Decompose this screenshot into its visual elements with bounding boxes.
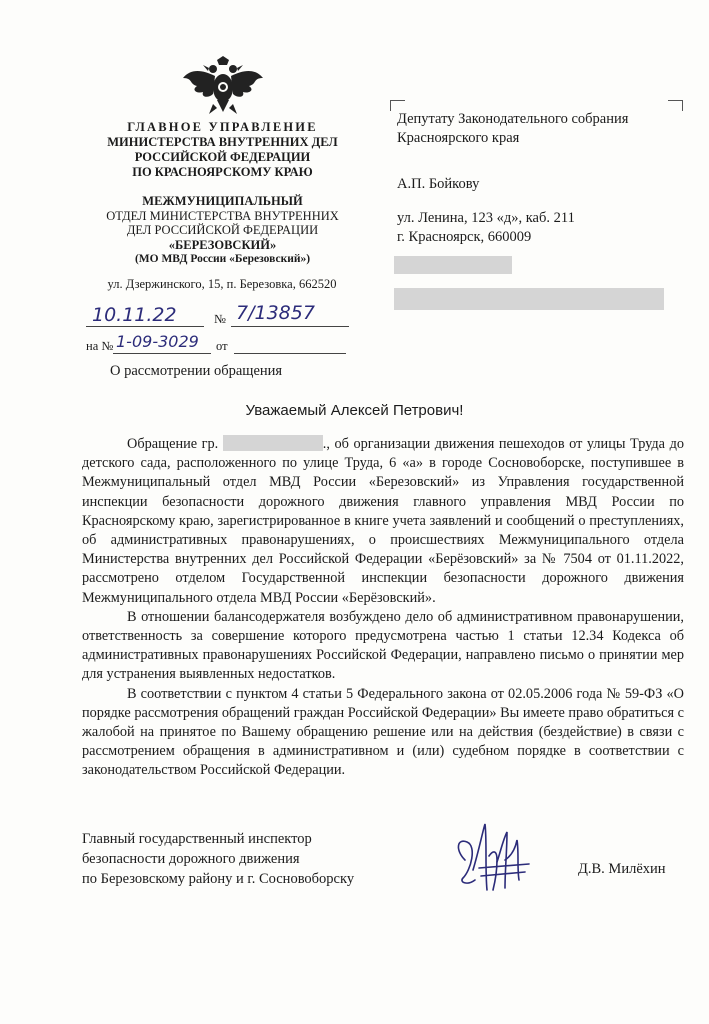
signatory-title-line: по Березовскому району и г. Сосновоборску — [82, 871, 355, 887]
recipient-street: ул. Ленина, 123 «д», каб. 211 — [397, 210, 575, 226]
dept-line: «БЕРЕЗОВСКИЙ» — [168, 237, 277, 252]
paragraph-text: ., об организации движения пешеходов от улицы Труда до детского сада, расположенного по улице Труда, 6 «а» в городе Сосновоборске, поступившее в Межмуниципальный отдел МВД России «Березовский» из Управления государственной инспекции безопасности дорожного движения главного управления МВД России по Красноярскому краю, зарегистрированное в книге учета заявлений и сообщений о преступлениях, об административных правонарушениях, о происшествиях Межмуниципального отдела Министерства внутренних дел Российской Федерации «Берёзовский» за № 7504 от 01.11.2022, рассмотрено отделом Государственной инспекции безопасности дорожного движения Межмуниципального отдела МВД России «Берёзовский». — [82, 436, 684, 606]
outgoing-date: 10.11.22 — [92, 304, 177, 326]
handwritten-signature-icon — [445, 820, 545, 900]
sender-address: ул. Дзержинского, 15, п. Березовка, 662520 — [107, 277, 337, 291]
signatory-title-line: Главный государственный инспектор — [82, 831, 312, 847]
letter-subject: О рассмотрении обращения — [110, 363, 283, 379]
from-label: от — [216, 339, 228, 353]
greeting: Уважаемый Алексей Петрович! — [245, 402, 464, 419]
recipient-title: Красноярского края — [397, 130, 520, 146]
signatory-title — [82, 829, 354, 889]
recipient-title: Депутату Законодательного собрания — [397, 111, 629, 127]
org-line: РОССИЙСКОЙ ФЕДЕРАЦИИ — [134, 150, 311, 164]
department-header — [90, 194, 355, 267]
recipient-block — [397, 110, 628, 247]
dept-line: (МО МВД России «Березовский») — [134, 253, 311, 265]
dept-line: ОТДЕЛ МИНИСТЕРСТВА ВНУТРЕННИХ — [106, 208, 339, 223]
outgoing-number-row — [86, 304, 356, 330]
paragraph-text: Обращение гр. — [127, 436, 219, 452]
letter-body — [82, 435, 684, 781]
dept-line: ДЕЛ РОССИЙСКОЙ ФЕДЕРАЦИИ — [126, 223, 319, 237]
eagle-emblem-icon — [183, 56, 263, 120]
recipient-city: г. Красноярск, 660009 — [397, 229, 532, 245]
body-paragraph — [82, 435, 684, 608]
dept-line: МЕЖМУНИЦИПАЛЬНЫЙ — [142, 194, 303, 208]
body-paragraph: В отношении балансодержателя возбуждено дело об административном правонарушении, ответственность за совершение которого предусмотрена частью 1 статьи 12.34 Кодекса об административных правонарушениях Российской Федерации, направлено письмо о принятии мер для устранения выявленных недостатков. — [82, 608, 684, 683]
org-line: ПО КРАСНОЯРСКОМУ КРАЮ — [132, 165, 313, 179]
org-line: МИНИСТЕРСТВА ВНУТРЕННИХ ДЕЛ — [107, 135, 338, 149]
outgoing-number: 7/13857 — [236, 302, 315, 324]
on-number-label: на № — [86, 339, 114, 353]
redacted-block — [394, 256, 512, 274]
incoming-ref: 1-09-3029 — [116, 332, 199, 351]
number-label: № — [214, 312, 226, 326]
address-corner-mark — [668, 100, 683, 111]
ministry-header — [100, 120, 345, 180]
body-paragraph: В соответствии с пунктом 4 статьи 5 Федерального закона от 02.05.2006 года № 59-ФЗ «О порядке рассмотрения обращений граждан Российской Федерации» Вы имеете право обратиться с жалобой на принятое по Вашему обращению решение или на действия (бездействие) в связи с рассмотрением обращения в административном и (или) судебном порядке в соответствии с законодательством Российской Федерации. — [82, 685, 684, 779]
incoming-ref-row — [86, 334, 356, 358]
org-line: ГЛАВНОЕ УПРАВЛЕНИЕ — [127, 120, 318, 134]
recipient-name: А.П. Бойкову — [397, 176, 480, 192]
redacted-block — [394, 288, 664, 310]
signatory-name: Д.В. Милёхин — [578, 861, 666, 877]
redacted-name — [223, 435, 323, 451]
signatory-title-line: безопасности дорожного движения — [82, 851, 300, 867]
